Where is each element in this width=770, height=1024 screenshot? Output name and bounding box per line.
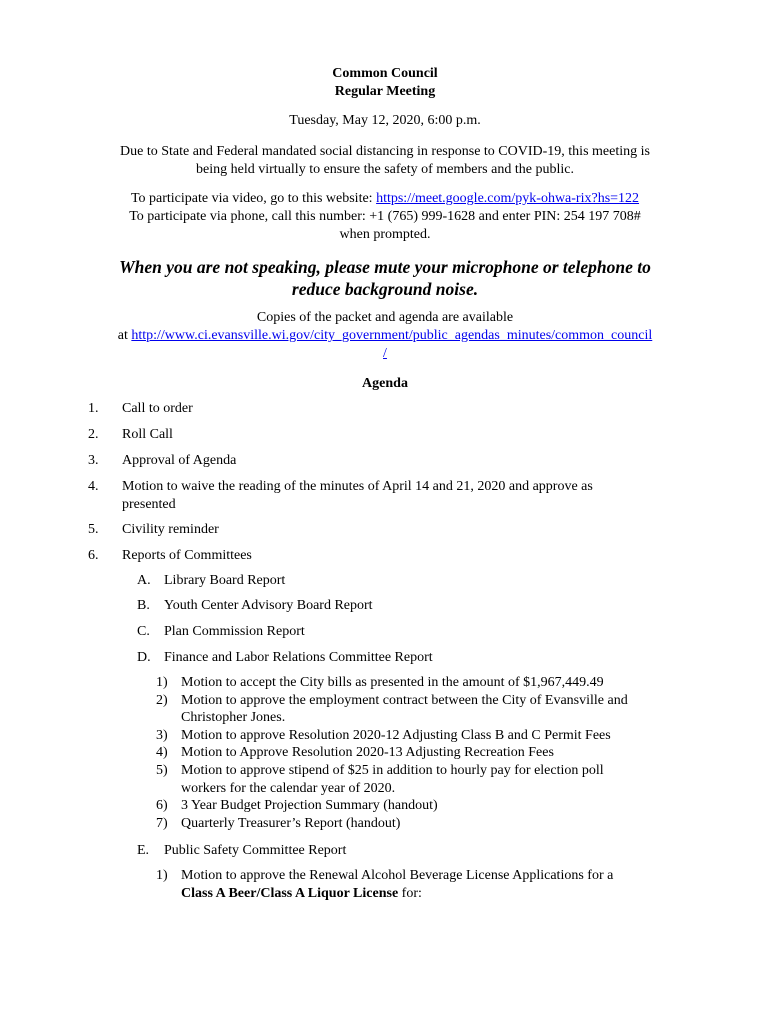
video-instructions	[0, 190, 770, 208]
video-prefix: To participate via video, go to this website:	[130, 191, 377, 206]
covid-notice-line1: Due to State and Federal mandated social distancing in response to COVID-19, this meeting is	[120, 144, 650, 159]
packet-prefix: at	[117, 328, 132, 343]
covid-notice-line2: being held virtually to ensure the safety of members and the public.	[196, 162, 574, 177]
motion-number: 2)	[156, 693, 168, 708]
committee-name: Finance and Labor Relations Committee Report	[164, 650, 433, 665]
motion-number: 1)	[156, 868, 168, 883]
packet-link-tail[interactable]: /	[383, 346, 387, 361]
agenda-item-number: 2.	[88, 427, 99, 442]
agenda-item-text: Approval of Agenda	[122, 453, 237, 468]
doc-subtitle: Regular Meeting	[334, 84, 436, 99]
packet-link-line2	[0, 345, 770, 363]
committee-name: Library Board Report	[164, 573, 286, 588]
agenda-heading: Agenda	[362, 376, 408, 391]
agenda-item-number: 3.	[88, 453, 99, 468]
mute-notice-line1: When you are not speaking, please mute your microphone or telephone to	[119, 257, 651, 277]
motion-text: Quarterly Treasurer’s Report (handout)	[181, 816, 401, 831]
agenda-item-number: 1.	[88, 401, 99, 416]
motion-number: 4)	[156, 745, 168, 760]
motion-number: 6)	[156, 798, 168, 813]
packet-link-line	[0, 327, 770, 345]
committee-letter: E.	[137, 843, 150, 858]
motion-text: 3 Year Budget Projection Summary (handout)	[181, 798, 438, 813]
committee-name: Youth Center Advisory Board Report	[164, 598, 373, 613]
packet-link[interactable]: http://www.ci.evansville.wi.gov/city_government/public_agendas_minutes/common_council	[131, 328, 653, 343]
agenda-item-number: 6.	[88, 548, 99, 563]
committee-name: Public Safety Committee Report	[164, 843, 347, 858]
license-suffix: for:	[398, 886, 422, 901]
motion-text-cont	[181, 885, 681, 903]
committee-letter: B.	[137, 598, 150, 613]
motion-text-cont: workers for the calendar year of 2020.	[181, 781, 396, 796]
agenda-item-text: Motion to waive the reading of the minutes of April 14 and 21, 2020 and approve as	[122, 479, 593, 494]
mute-notice-line2: reduce background noise.	[291, 279, 479, 299]
motion-text: Motion to accept the City bills as presented in the amount of $1,967,449.49	[181, 675, 604, 690]
motion-text-cont: Christopher Jones.	[181, 710, 286, 725]
motion-number: 1)	[156, 675, 168, 690]
motion-text: Motion to approve the Renewal Alcohol Beverage License Applications for a	[181, 868, 614, 883]
doc-title: Common Council	[332, 66, 438, 81]
committee-letter: A.	[137, 573, 151, 588]
agenda-item-number: 5.	[88, 522, 99, 537]
committee-letter: D.	[137, 650, 151, 665]
video-link[interactable]: https://meet.google.com/pyk-ohwa-rix?hs=122	[376, 191, 640, 206]
motion-text: Motion to approve Resolution 2020-12 Adjusting Class B and C Permit Fees	[181, 728, 611, 743]
motion-number: 5)	[156, 763, 168, 778]
packet-availability: Copies of the packet and agenda are available	[256, 310, 514, 325]
committee-letter: C.	[137, 624, 150, 639]
motion-text: Motion to Approve Resolution 2020-13 Adjusting Recreation Fees	[181, 745, 554, 760]
license-type: Class A Beer/Class A Liquor License	[181, 886, 399, 901]
committee-name: Plan Commission Report	[164, 624, 305, 639]
phone-instructions-line1: To participate via phone, call this number: +1 (765) 999-1628 and enter PIN: 254 197 708#	[129, 209, 641, 224]
meeting-date: Tuesday, May 12, 2020, 6:00 p.m.	[289, 113, 481, 128]
motion-text: Motion to approve the employment contract between the City of Evansville and	[181, 693, 628, 708]
agenda-item-text-cont: presented	[122, 497, 176, 512]
agenda-item-text: Roll Call	[122, 427, 173, 442]
agenda-item-text: Call to order	[122, 401, 193, 416]
agenda-item-text: Reports of Committees	[122, 548, 252, 563]
phone-instructions-line2: when prompted.	[339, 227, 431, 242]
motion-number: 7)	[156, 816, 168, 831]
agenda-item-text: Civility reminder	[122, 522, 219, 537]
motion-text: Motion to approve stipend of $25 in addition to hourly pay for election poll	[181, 763, 604, 778]
agenda-item-number: 4.	[88, 479, 99, 494]
motion-number: 3)	[156, 728, 168, 743]
